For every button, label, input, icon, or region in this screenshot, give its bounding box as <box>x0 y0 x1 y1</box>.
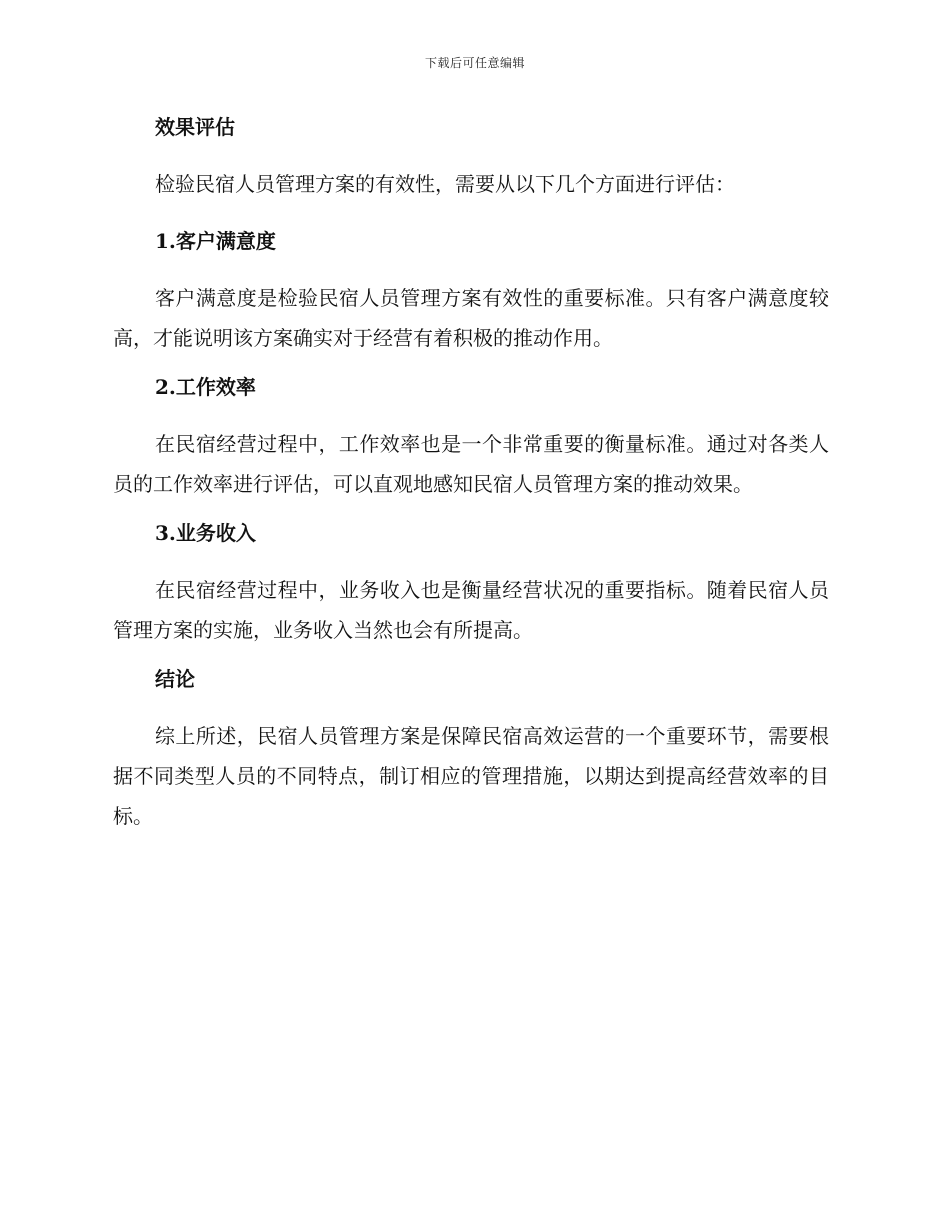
section-heading-business-revenue: 3.业务收入 <box>155 521 256 545</box>
page-header: 下载后可任意编辑 <box>424 56 525 70</box>
section-heading-customer-satisfaction: 1.客户满意度 <box>155 229 276 253</box>
section-paragraph-customer-satisfaction: 客户满意度是检验民宿人员管理方案有效性的重要标准。只有客户满意度较高，才能说明该方案确实对于经营有着积极的推动作用。 <box>113 286 829 350</box>
document-body <box>113 112 829 850</box>
section-paragraph-work-efficiency: 在民宿经营过程中，工作效率也是一个非常重要的衡量标准。通过对各类人员的工作效率进行评估，可以直观地感知民宿人员管理方案的推动效果。 <box>113 432 829 496</box>
section-paragraph-business-revenue: 在民宿经营过程中，业务收入也是衡量经营状况的重要指标。随着民宿人员管理方案的实施，业务收入当然也会有所提高。 <box>113 578 829 642</box>
section-heading-conclusion: 结论 <box>155 667 195 691</box>
section-heading-work-efficiency: 2.工作效率 <box>155 375 256 399</box>
section-heading-effect-evaluation: 效果评估 <box>155 115 235 139</box>
section-paragraph-effect-evaluation: 检验民宿人员管理方案的有效性，需要从以下几个方面进行评估： <box>155 172 735 196</box>
section-paragraph-conclusion: 综上所述，民宿人员管理方案是保障民宿高效运营的一个重要环节，需要根据不同类型人员的不同特点，制订相应的管理措施，以期达到提高经营效率的目标。 <box>113 724 829 828</box>
